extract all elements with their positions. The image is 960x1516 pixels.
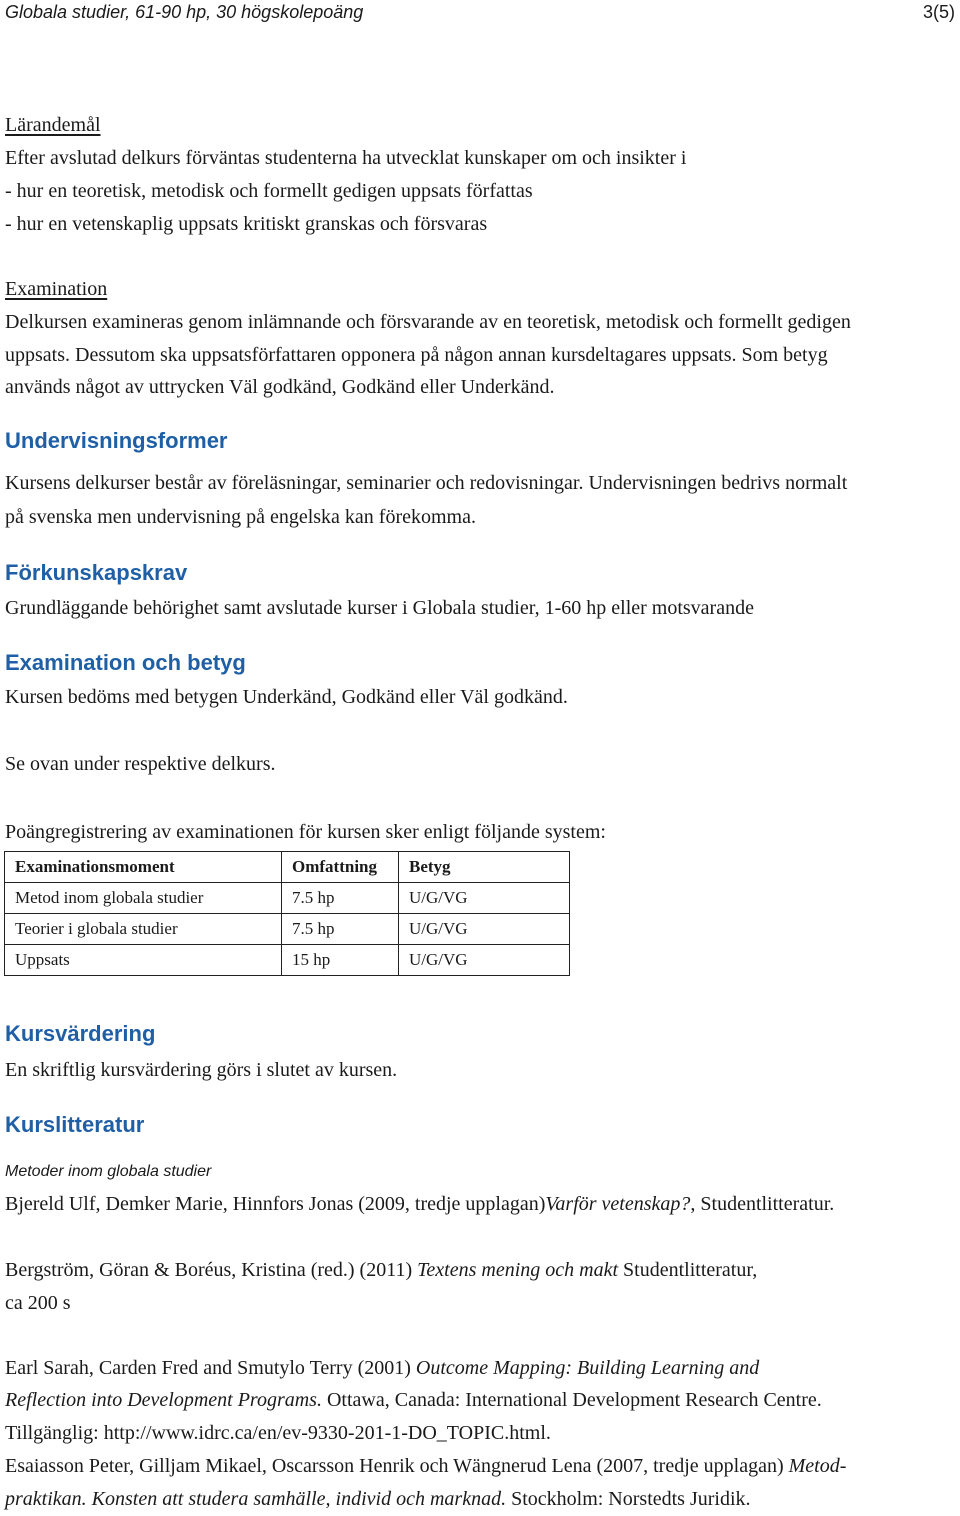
reference-title: Metod- — [788, 1455, 847, 1477]
table-cell: 7.5 hp — [282, 883, 399, 914]
reference-item-cont — [5, 1384, 822, 1417]
page-header — [5, 2, 955, 24]
reference-authors: Earl Sarah, Carden Fred and Smutylo Terry (2001) — [5, 1357, 416, 1379]
undervisningsformer-line: Kursens delkurser består av föreläsningar, seminarier och redovisningar. Undervisningen bedrivs normalt — [5, 472, 848, 494]
table-cell: U/G/VG — [399, 883, 570, 914]
reference-title: Outcome Mapping: Building Learning and — [415, 1357, 760, 1379]
table-cell: 7.5 hp — [282, 914, 399, 945]
examination-line: Delkursen examineras genom inlämnande och försvarande av en teoretisk, metodisk och formellt gedigen — [5, 311, 851, 333]
table-row — [5, 883, 570, 914]
larandemal-item: - hur en teoretisk, metodisk och formellt gedigen uppsats författas — [5, 180, 533, 202]
table-cell: U/G/VG — [399, 945, 570, 976]
reference-title: Textens mening och makt — [417, 1259, 619, 1281]
kursvardering-text: En skriftlig kursvärdering görs i slutet av kursen. — [5, 1059, 398, 1081]
reference-item — [5, 1188, 834, 1221]
grades-table — [4, 851, 570, 976]
table-header-row — [5, 852, 570, 883]
reference-authors: Bjereld Ulf, Demker Marie, Hinnfors Jonas (2009, tredje upplagan) — [5, 1193, 546, 1215]
table-header-cell: Omfattning — [282, 852, 399, 883]
table-header-cell: Examinationsmoment — [5, 852, 282, 883]
poangregistrering-text: Poängregistrering av examinationen för kursen sker enligt följande system: — [5, 821, 606, 843]
reference-item — [5, 1450, 846, 1483]
reference-availability: Tillgänglig: http://www.idrc.ca/en/ev-9330-201-1-DO_TOPIC.html. — [5, 1422, 551, 1444]
examination-betyg-note: Se ovan under respektive delkurs. — [5, 753, 276, 775]
reference-item — [5, 1254, 757, 1287]
reference-authors: Esaiasson Peter, Gilljam Mikael, Oscarsson Henrik och Wängnerud Lena (2007, tredje upplagan) — [5, 1455, 789, 1477]
kurslitteratur-subtitle: Metoder inom globala studier — [5, 1163, 212, 1180]
larandemal-item: - hur en vetenskaplig uppsats kritiskt granskas och försvaras — [5, 213, 488, 235]
examination-line: uppsats. Dessutom ska uppsatsförfattaren opponera på någon annan kursdeltagares uppsats. Som betyg — [5, 344, 828, 366]
reference-title: Varför vetenskap? — [545, 1193, 691, 1215]
undervisningsformer-heading: Undervisningsformer — [5, 428, 228, 453]
table-cell: Teorier i globala studier — [5, 914, 282, 945]
undervisningsformer-line: på svenska men undervisning på engelska kan förekomma. — [5, 506, 476, 528]
reference-item-cont — [5, 1483, 751, 1516]
table-cell: Metod inom globala studier — [5, 883, 282, 914]
larandemal-intro: Efter avslutad delkurs förväntas studenterna ha utvecklat kunskaper om och insikter i — [5, 147, 687, 169]
examination-betyg-heading: Examination och betyg — [5, 650, 246, 675]
table-row — [5, 945, 570, 976]
reference-publisher: Studentlitteratur, — [618, 1259, 758, 1281]
larandemal-heading: Lärandemål — [5, 114, 101, 136]
reference-item — [5, 1352, 759, 1385]
kurslitteratur-heading: Kurslitteratur — [5, 1112, 145, 1137]
kursvardering-heading: Kursvärdering — [5, 1021, 156, 1046]
examination-line: används något av uttrycken Väl godkänd, Godkänd eller Underkänd. — [5, 376, 555, 398]
examination-heading: Examination — [5, 278, 108, 300]
reference-title: praktikan. Konsten att studera samhälle, individ och marknad. — [5, 1488, 507, 1510]
reference-publisher: , Studentlitteratur. — [690, 1193, 835, 1215]
table-header-cell: Betyg — [399, 852, 570, 883]
page-number: 3(5) — [922, 2, 955, 22]
reference-authors: Bergström, Göran & Boréus, Kristina (red.) (2011) — [5, 1259, 418, 1281]
reference-publisher: Ottawa, Canada: International Development Research Centre. — [321, 1389, 822, 1411]
table-cell: Uppsats — [5, 945, 282, 976]
table-row — [5, 914, 570, 945]
table-cell: U/G/VG — [399, 914, 570, 945]
table-cell: 15 hp — [282, 945, 399, 976]
reference-pages: ca 200 s — [5, 1292, 71, 1314]
reference-title: Reflection into Development Programs. — [5, 1389, 322, 1411]
reference-publisher: Stockholm: Norstedts Juridik. — [506, 1488, 751, 1510]
header-title: Globala studier, 61-90 hp, 30 högskolepoäng — [5, 2, 364, 22]
forkunskapskrav-text: Grundläggande behörighet samt avslutade kurser i Globala studier, 1-60 hp eller motsvarande — [5, 597, 754, 619]
forkunskapskrav-heading: Förkunskapskrav — [5, 560, 188, 585]
examination-betyg-text: Kursen bedöms med betygen Underkänd, Godkänd eller Väl godkänd. — [5, 686, 568, 708]
